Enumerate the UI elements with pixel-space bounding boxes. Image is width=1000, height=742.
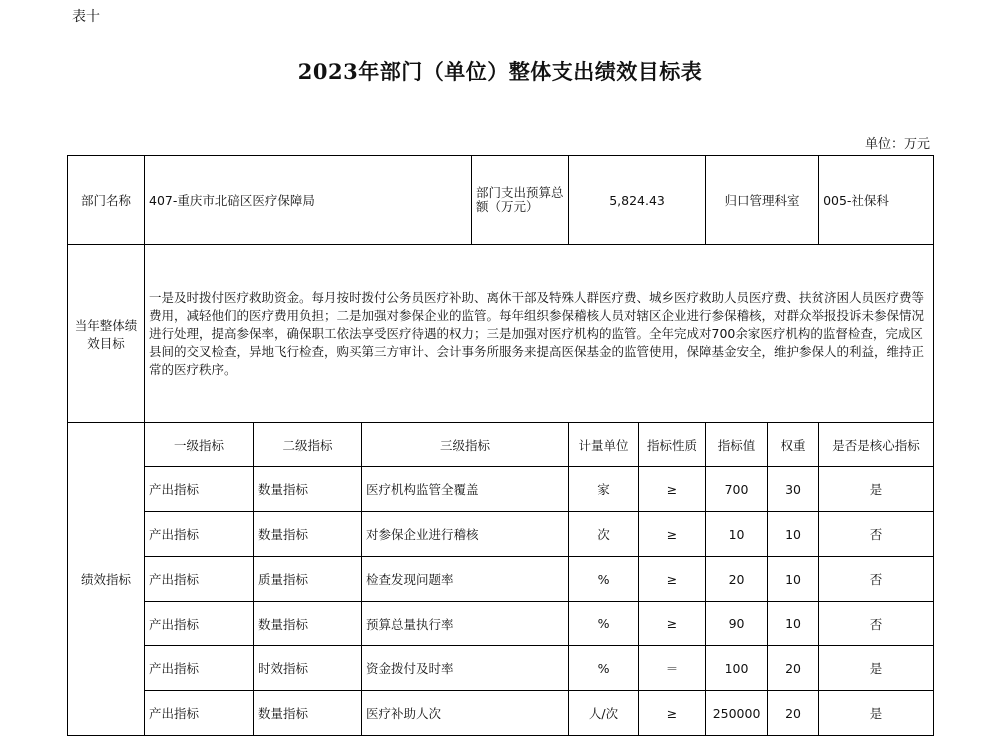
level1-cell: 产出指标 — [145, 467, 254, 512]
dept-label: 部门名称 — [68, 156, 145, 245]
value-cell: 90 — [706, 602, 768, 646]
level3-cell: 对参保企业进行稽核 — [362, 512, 569, 557]
unit-cell: 次 — [569, 512, 639, 557]
core-cell: 否 — [819, 512, 934, 557]
nature-cell: ＝ — [639, 646, 706, 691]
goal-text: 一是及时拨付医疗救助资金。每月按时拨付公务员医疗补助、离休干部及特殊人群医疗费、城乡医疗救助人员医疗费、扶贫济困人员医疗费等费用，减轻他们的医疗费用负担；二是加强对参保企业的监管。每年组织参保稽核人员对辖区企业进行参保稽核，对群众举报投诉未参保情况进行处理，提高参保率，确保职工依法享受医疗待遇的权力；三是加强对医疗机构的监管。全年完成对700余家医疗机构的监督检查，完成区县间的交叉检查，异地飞行检查，购买第三方审计、会计事务所服务来提高医保基金的监管使用，保障基金安全，维护参保人的利益，维持正常的医疗秩序。 — [145, 245, 934, 423]
level2-cell: 数量指标 — [254, 467, 362, 512]
level3-cell: 预算总量执行率 — [362, 602, 569, 646]
weight-cell: 10 — [768, 557, 819, 602]
budget-label: 部门支出预算总额（万元） — [472, 156, 569, 245]
indicator-header-row — [68, 423, 934, 467]
level1-cell: 产出指标 — [145, 512, 254, 557]
core-cell: 是 — [819, 467, 934, 512]
weight-cell: 10 — [768, 512, 819, 557]
core-cell: 是 — [819, 691, 934, 736]
nature-cell: ≥ — [639, 691, 706, 736]
page-title: 2023年部门（单位）整体支出绩效目标表 — [297, 59, 703, 84]
goal-label: 当年整体绩效目标 — [68, 245, 145, 423]
value-cell: 700 — [706, 467, 768, 512]
nature-cell: ≥ — [639, 512, 706, 557]
value-cell: 20 — [706, 557, 768, 602]
nature-cell: ≥ — [639, 602, 706, 646]
column-header: 二级指标 — [254, 423, 362, 467]
unit-cell: 家 — [569, 467, 639, 512]
level2-cell: 数量指标 — [254, 691, 362, 736]
column-header: 一级指标 — [145, 423, 254, 467]
level3-cell: 医疗机构监管全覆盖 — [362, 467, 569, 512]
unit-cell: % — [569, 602, 639, 646]
dept-value: 407-重庆市北碚区医疗保障局 — [145, 156, 472, 245]
core-cell: 是 — [819, 646, 934, 691]
nature-cell: ≥ — [639, 557, 706, 602]
table-row — [68, 602, 934, 646]
nature-cell: ≥ — [639, 467, 706, 512]
level1-cell: 产出指标 — [145, 602, 254, 646]
value-cell: 100 — [706, 646, 768, 691]
level2-cell: 数量指标 — [254, 512, 362, 557]
weight-cell: 10 — [768, 602, 819, 646]
budget-value: 5,824.43 — [569, 156, 706, 245]
table-number: 表十 — [72, 9, 100, 25]
column-header: 权重 — [768, 423, 819, 467]
column-header: 指标性质 — [639, 423, 706, 467]
goal-row — [68, 245, 934, 423]
unit-cell: % — [569, 557, 639, 602]
table-row — [68, 646, 934, 691]
core-cell: 否 — [819, 602, 934, 646]
level3-cell: 医疗补助人次 — [362, 691, 569, 736]
table-row — [68, 467, 934, 512]
table-row — [68, 691, 934, 736]
column-header: 三级指标 — [362, 423, 569, 467]
level1-cell: 产出指标 — [145, 646, 254, 691]
column-header: 指标值 — [706, 423, 768, 467]
header-row — [68, 156, 934, 245]
column-header: 计量单位 — [569, 423, 639, 467]
unit-cell: % — [569, 646, 639, 691]
level3-cell: 资金拨付及时率 — [362, 646, 569, 691]
indicator-label: 绩效指标 — [68, 423, 145, 736]
level3-cell: 检查发现问题率 — [362, 557, 569, 602]
weight-cell: 20 — [768, 646, 819, 691]
level2-cell: 时效指标 — [254, 646, 362, 691]
level2-cell: 数量指标 — [254, 602, 362, 646]
performance-table — [67, 155, 934, 736]
office-label: 归口管理科室 — [706, 156, 819, 245]
level1-cell: 产出指标 — [145, 691, 254, 736]
value-cell: 250000 — [706, 691, 768, 736]
table-row — [68, 512, 934, 557]
level2-cell: 质量指标 — [254, 557, 362, 602]
table-row — [68, 557, 934, 602]
office-value: 005-社保科 — [819, 156, 934, 245]
weight-cell: 20 — [768, 691, 819, 736]
core-cell: 否 — [819, 557, 934, 602]
level1-cell: 产出指标 — [145, 557, 254, 602]
unit-label: 单位：万元 — [864, 137, 930, 152]
value-cell: 10 — [706, 512, 768, 557]
column-header: 是否是核心指标 — [819, 423, 934, 467]
weight-cell: 30 — [768, 467, 819, 512]
unit-cell: 人/次 — [569, 691, 639, 736]
